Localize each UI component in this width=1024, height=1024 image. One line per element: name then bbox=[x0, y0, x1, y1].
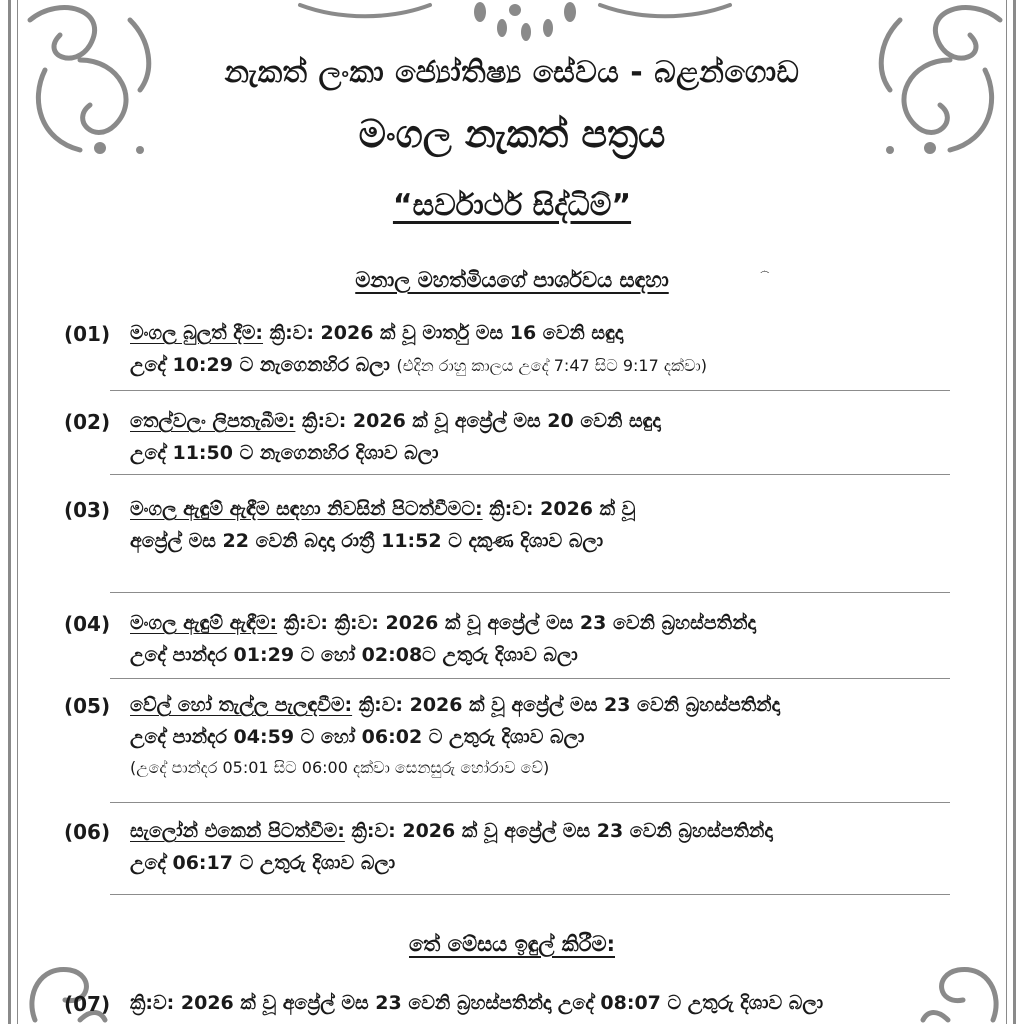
divider bbox=[110, 802, 950, 803]
item-line bbox=[130, 820, 773, 842]
item-number: (02) bbox=[64, 410, 111, 434]
item-text: උදේ පාන්දර 04:59 ට හෝ 06:02 ට උතුරු දිශාව බලා bbox=[130, 726, 585, 748]
item-number: (05) bbox=[64, 694, 111, 718]
item-text: උදේ 06:17 ට උතුරු දිශාව බලා bbox=[130, 852, 396, 874]
divider bbox=[110, 592, 950, 593]
item-line bbox=[130, 410, 661, 432]
item-text: උදේ 11:50 ට නැගෙනහිර දිශාව බලා bbox=[130, 442, 439, 464]
divider bbox=[110, 894, 950, 895]
divider bbox=[110, 474, 950, 475]
item-label: මංගල ඇඳුම් ඇඳීම: bbox=[130, 612, 278, 634]
item-line bbox=[130, 498, 635, 520]
item-line bbox=[130, 354, 707, 376]
item-number: (07) bbox=[64, 992, 111, 1016]
item-line bbox=[130, 694, 780, 716]
item-text: ක්‍රි:ව: 2026 ක් වූ අප්‍රේල් මස 20 වෙනි සඳුදා bbox=[302, 410, 661, 432]
item-line bbox=[130, 726, 584, 748]
item-line bbox=[130, 530, 603, 552]
item-label: මංගල බුලත් දීම: bbox=[130, 322, 264, 344]
item-line bbox=[130, 612, 756, 634]
item-label: මංගල ඇඳුම් ඇඳීම සඳහා නිවසින් පිටත්වීමට: bbox=[130, 498, 483, 520]
subtitle: “සර්වාර්ථ සිද්ධිම්” bbox=[392, 188, 632, 223]
floral-ornament-icon bbox=[290, 0, 740, 50]
item-text: ක්‍රි:ව: 2026 ක් වූ bbox=[489, 498, 636, 520]
item-label: තෙල්වලං ලිපතැබීම: bbox=[130, 410, 296, 432]
item-note: (උදේ පාන්දර 05:01 සිට 06:00 දක්වා සෙනසුරු හෝරාව වේ) bbox=[130, 758, 550, 777]
item-number: (06) bbox=[64, 820, 111, 844]
item-note: (එදින රාහු කාලය උදේ 7:47 සිට 9:17 දක්වා) bbox=[396, 356, 707, 375]
divider bbox=[110, 390, 950, 391]
floral-ornament-icon bbox=[918, 955, 1008, 1024]
item-text: ක්‍රි:ව: 2026 ක් වූ අප්‍රේල් මස 23 වෙනි බ්‍රහස්පතින්දා bbox=[351, 820, 773, 842]
item-number: (01) bbox=[64, 322, 111, 346]
divider bbox=[110, 678, 950, 679]
item-line bbox=[130, 644, 578, 666]
item-text: අප්‍රේල් මස 22 වෙනි බදාදා රාත්‍රී 11:52 ට දකුණ දිශාව බලා bbox=[130, 530, 604, 552]
item-number: (04) bbox=[64, 612, 111, 636]
section-heading-tea: තේ මේසය ඉඳුල් කිරීම: bbox=[409, 932, 615, 956]
item-text: ක්‍රි:ව: 2026 ක් වූ අප්‍රේල් මස 23 වෙනි බ්‍රහස්පතින්දා bbox=[358, 694, 781, 716]
item-line bbox=[130, 852, 395, 874]
item-label: සැලෝන් එකෙන් පිටත්වීම: bbox=[130, 820, 345, 842]
item-text: ක්‍රි:ව: ක්‍රි:ව: 2026 ක් වූ අප්‍රේල් මස 23 වෙනි බ්‍රහස්පතින්දා bbox=[283, 612, 756, 634]
page-title: මංගල නැකත් පත්‍රය bbox=[358, 112, 666, 156]
item-label: වේල් හෝ තැල්ල පැලඳවීම: bbox=[130, 694, 353, 716]
provider-name: නැකත් ලංකා ජ්‍යෝතිෂ්‍ය සේවය - බළන්ගොඩ bbox=[224, 55, 800, 90]
item-line bbox=[130, 442, 438, 464]
section-heading-bride: මනාල මහත්මියගේ පාර්ශවය සඳහා bbox=[355, 268, 669, 292]
item-number: (03) bbox=[64, 498, 111, 522]
item-line bbox=[130, 322, 623, 344]
item-text: උදේ පාන්දර 01:29 ට හෝ 02:08ට උතුරු දිශාව බලා bbox=[130, 644, 578, 666]
item-text: උදේ 10:29 ට නැගෙනහිර බලා bbox=[130, 354, 390, 376]
item-text: ක්‍රි:ව: 2026 ක් වූ අප්‍රේල් මස 23 වෙනි බ්‍රහස්පතින්දා උදේ 08:07 ට උතුරු දිශාව බලා bbox=[130, 992, 824, 1014]
item-text: ක්‍රි:ව: 2026 ක් වූ මාර්තු මස 16 වෙනි සඳුදා bbox=[269, 322, 624, 344]
decorative-mark: ෴ bbox=[760, 266, 770, 277]
